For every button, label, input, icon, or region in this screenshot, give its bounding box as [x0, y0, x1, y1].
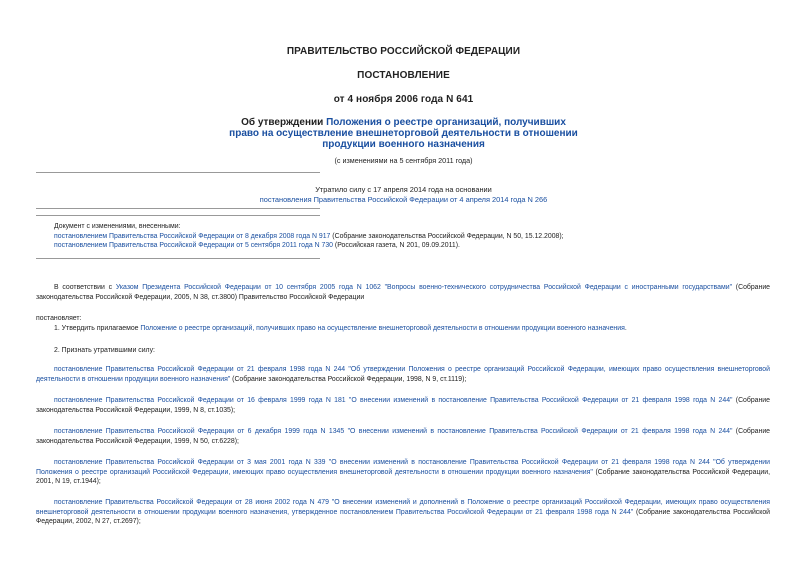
- repealed-act-link[interactable]: постановление Правительства Российской Федерации от 3 мая 2001 года N 339 "О внесении изменений в постановление Правительства Российской Федерации от 21 февраля 1998 года N 244 "Об утверждении Положения о реестре организаций Российской Федерации, имеющих право осуществления внешнеторговой деятельности в отношении продукции военного назначения": [36, 459, 770, 476]
- divider: [36, 208, 320, 209]
- title-link[interactable]: Положения о реестре организаций, получивших: [326, 117, 566, 128]
- title-link-line-3[interactable]: продукции военного назначения: [322, 139, 485, 150]
- decree-link[interactable]: Указом Президента Российской Федерации от 10 сентября 2005 года N 1062 "Вопросы военно-технического сотрудничества Российской Федерации с иностранными государствами": [115, 284, 733, 291]
- changes-block: [54, 222, 774, 251]
- amendments-note: (с изменениями на 5 сентября 2011 года): [334, 156, 473, 165]
- divider: [36, 258, 320, 259]
- change-item: [54, 232, 774, 242]
- repealed-act: [36, 498, 770, 527]
- change-link[interactable]: постановлением Правительства Российской Федерации от 8 декабря 2008 года N 917: [54, 232, 331, 240]
- divider: [36, 215, 320, 216]
- intro-rest: (Собрание законодательства Российской Федерации, 2005, N 38, ст.3800) Правительство Российской Федерации: [36, 284, 771, 301]
- decides-text: постановляет:: [36, 315, 82, 322]
- repealed-act-link[interactable]: постановление Правительства Российской Федерации от 6 декабря 1999 года N 1345 "О внесении изменений в постановление Правительства Российской Федерации от 21 февраля 1998 года N 244": [54, 428, 733, 435]
- changes-intro: Документ с изменениями, внесенными:: [54, 223, 181, 230]
- repealed-act-link[interactable]: постановление Правительства Российской Федерации от 21 февраля 1998 года N 244 "Об утверждении Положения о реестре организаций Российской Федерации, имеющих право осуществления внешнеторговой деятельности в отношении продукции военного назначения": [36, 366, 770, 383]
- repealed-act-link[interactable]: постановление Правительства Российской Федерации от 16 февраля 1999 года N 181 "О внесении изменений в постановление Правительства Российской Федерации от 21 февраля 1998 года N 244": [54, 397, 733, 404]
- repeal-notice: Утратило силу с 17 апреля 2014 года на основании: [315, 185, 492, 194]
- clause-1-prefix: 1. Утвердить прилагаемое: [54, 325, 141, 332]
- title-link-line-2[interactable]: право на осуществление внешнеторговой деятельности в отношении: [229, 128, 578, 139]
- intro-paragraph: [36, 283, 770, 302]
- title-prefix: Об утверждении: [241, 117, 327, 128]
- repealed-act-link[interactable]: постановление Правительства Российской Федерации от 28 июня 2002 года N 479 "О внесении изменений и дополнений в Положение о реестре организаций Российской Федерации, имеющих право осуществления внешнеторговой деятельности в отношении продукции военного назначения, утвержденное постановлением Правительства Российской Федерации от 21 февраля 1998 года N 244": [36, 499, 770, 516]
- repealed-act-source: (Собрание законодательства Российской Федерации, 2001, N 19, ст.1944);: [36, 468, 771, 486]
- repealed-act-source: (Собрание законодательства Российской Федерации, 1999, N 8, ст.1035);: [36, 397, 770, 414]
- repealed-act-source: (Собрание законодательства Российской Федерации, 1999, N 50, ст.6228);: [36, 428, 770, 445]
- divider: [36, 172, 320, 173]
- document-type: ПОСТАНОВЛЕНИЕ: [357, 70, 450, 81]
- intro-prefix: В соответствии с: [54, 284, 116, 291]
- change-item: [54, 241, 774, 251]
- repealed-act-source: (Собрание законодательства Российской Федерации, 2002, N 27, ст.2697);: [36, 508, 771, 526]
- repealed-act: [36, 396, 770, 415]
- change-link[interactable]: постановлением Правительства Российской Федерации от 5 сентября 2011 года N 730: [54, 242, 333, 250]
- government-heading: ПРАВИТЕЛЬСТВО РОССИЙСКОЙ ФЕДЕРАЦИИ: [286, 46, 521, 57]
- repealed-act: [36, 458, 770, 487]
- change-source: (Собрание законодательства Российской Федерации, N 50, 15.12.2008);: [330, 232, 564, 240]
- document-title: [0, 117, 807, 150]
- repealed-act-source: (Собрание законодательства Российской Федерации, 1998, N 9, ст.1119);: [230, 375, 467, 383]
- regulation-link[interactable]: Положение о реестре организаций, получивших право на осуществление внешнеторговой деятельности в отношении продукции военного назначения: [140, 325, 625, 332]
- clause-1-suffix: .: [624, 325, 627, 332]
- repealed-act: [36, 427, 770, 446]
- clause-1: [54, 324, 774, 334]
- repeal-link[interactable]: постановления Правительства Российской Федерации от 4 апреля 2014 года N 266: [259, 195, 548, 204]
- repealed-act: [36, 365, 770, 384]
- clause-2: 2. Признать утратившими силу:: [54, 347, 155, 354]
- document-date-number: от 4 ноября 2006 года N 641: [333, 94, 474, 105]
- change-source: (Российская газета, N 201, 09.09.2011).: [333, 242, 460, 250]
